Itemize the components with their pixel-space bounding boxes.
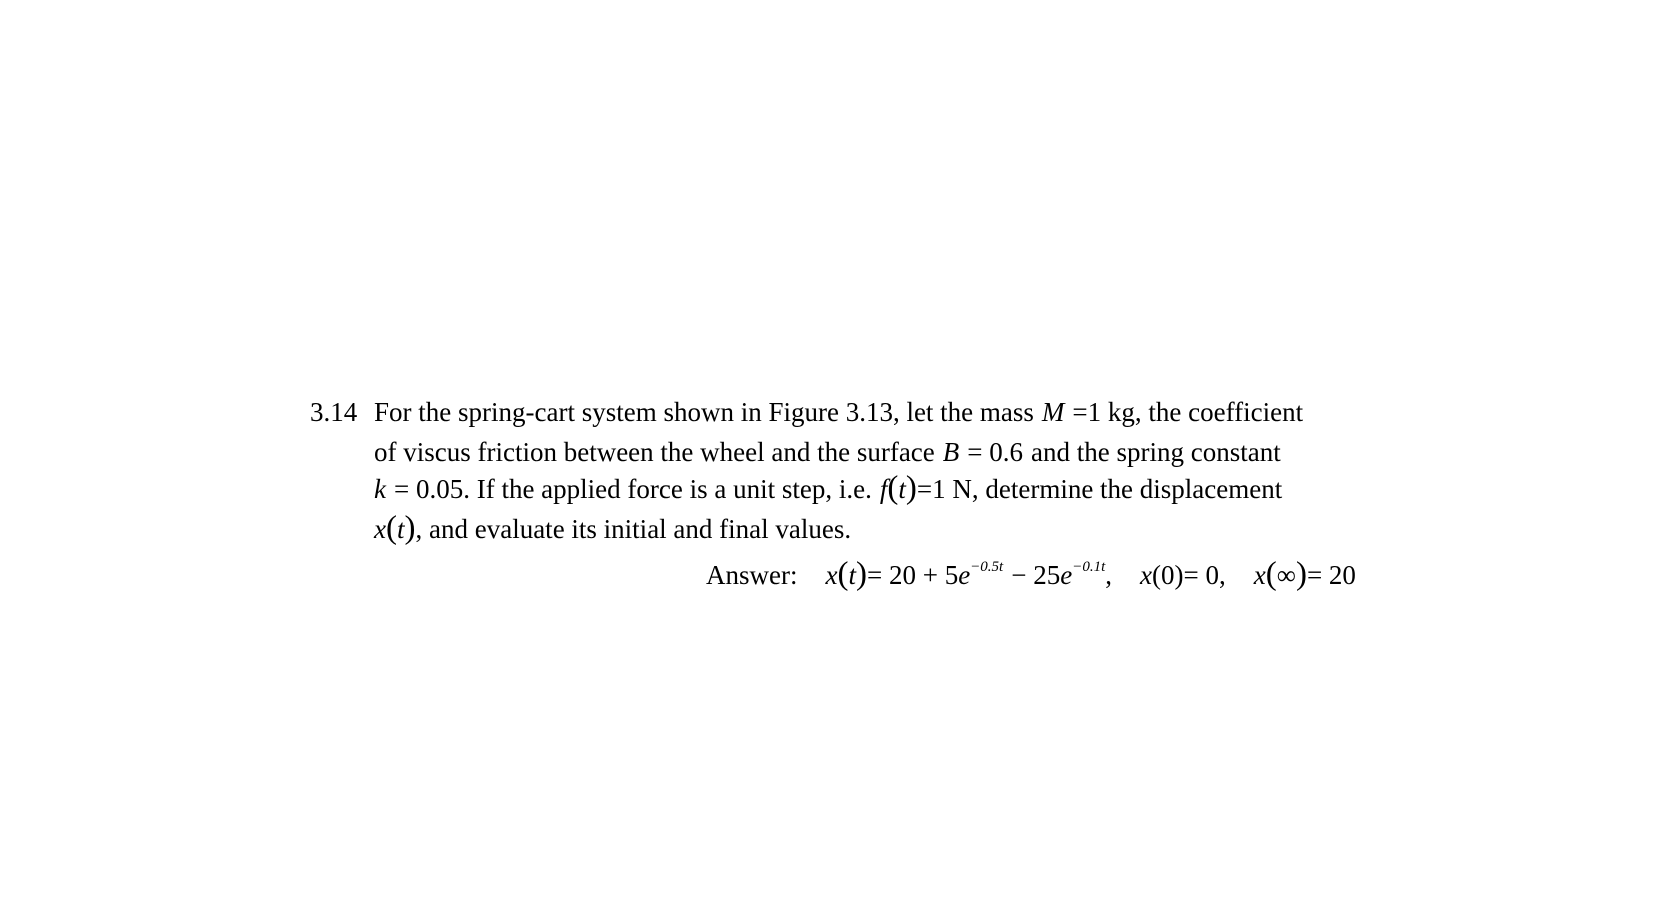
line3-text-a: . If the applied force is a unit step, i.e. (463, 474, 872, 504)
line1-text-b: , the coefficient (1134, 397, 1304, 427)
problem-line-1 (310, 396, 1303, 428)
final-value: = 20 (1306, 560, 1356, 590)
problem-line-2 (374, 436, 1281, 468)
answer-e-1: e (958, 560, 971, 590)
force-function: f (879, 474, 888, 504)
displacement-lparen: ( (385, 510, 397, 546)
friction-value: = 0.6 (967, 437, 1024, 467)
force-value: =1 N (916, 474, 972, 504)
spring-value: = 0.05 (393, 474, 464, 504)
problem-number: 3.14 (310, 397, 358, 427)
line2-text-a: of viscus friction between the wheel and the surface (374, 437, 935, 467)
answer-rhs-1: = 20 + 5 (866, 560, 959, 590)
initial-value: = 0, (1183, 560, 1226, 590)
final-value-lparen: ( (1265, 556, 1277, 592)
spring-variable: k (374, 474, 386, 504)
answer-e-2: e (1060, 560, 1073, 590)
answer-line (706, 558, 1356, 591)
line4-text-a: , and evaluate its initial and final values. (415, 514, 852, 544)
initial-value-x: x (1140, 560, 1152, 590)
answer-exponent-1: −0.5t (970, 559, 1004, 575)
initial-value-arg: (0) (1151, 560, 1184, 590)
answer-lparen: ( (837, 556, 849, 592)
problem-line-3 (374, 472, 1282, 505)
force-arg: t (898, 474, 906, 504)
force-rparen: ) (905, 470, 917, 506)
final-value-x: x (1253, 560, 1266, 590)
answer-rparen: ) (855, 556, 867, 592)
answer-comma-1: , (1105, 560, 1112, 590)
displacement-arg: t (396, 514, 405, 544)
friction-variable: B (942, 437, 960, 467)
answer-exponent-2: −0.1t (1072, 559, 1106, 575)
force-lparen: ( (887, 470, 899, 506)
mass-value: =1 kg (1072, 397, 1135, 427)
mass-variable: M (1041, 397, 1065, 427)
answer-rhs-2: − 25 (1011, 560, 1061, 590)
problem-line-4 (374, 512, 851, 545)
line2-text-b: and the spring constant (1031, 437, 1281, 467)
answer-x: x (825, 560, 838, 590)
displacement-rparen: ) (404, 510, 416, 546)
final-value-rparen: ) (1295, 556, 1307, 592)
infinity-symbol: ∞ (1276, 560, 1296, 590)
line3-text-b: , determine the displacement (971, 474, 1283, 504)
line1-text-a: For the spring-cart system shown in Figure 3.13, let the mass (374, 397, 1034, 427)
answer-t: t (848, 560, 856, 590)
answer-label: Answer: (706, 560, 798, 590)
displacement-function: x (374, 514, 386, 544)
